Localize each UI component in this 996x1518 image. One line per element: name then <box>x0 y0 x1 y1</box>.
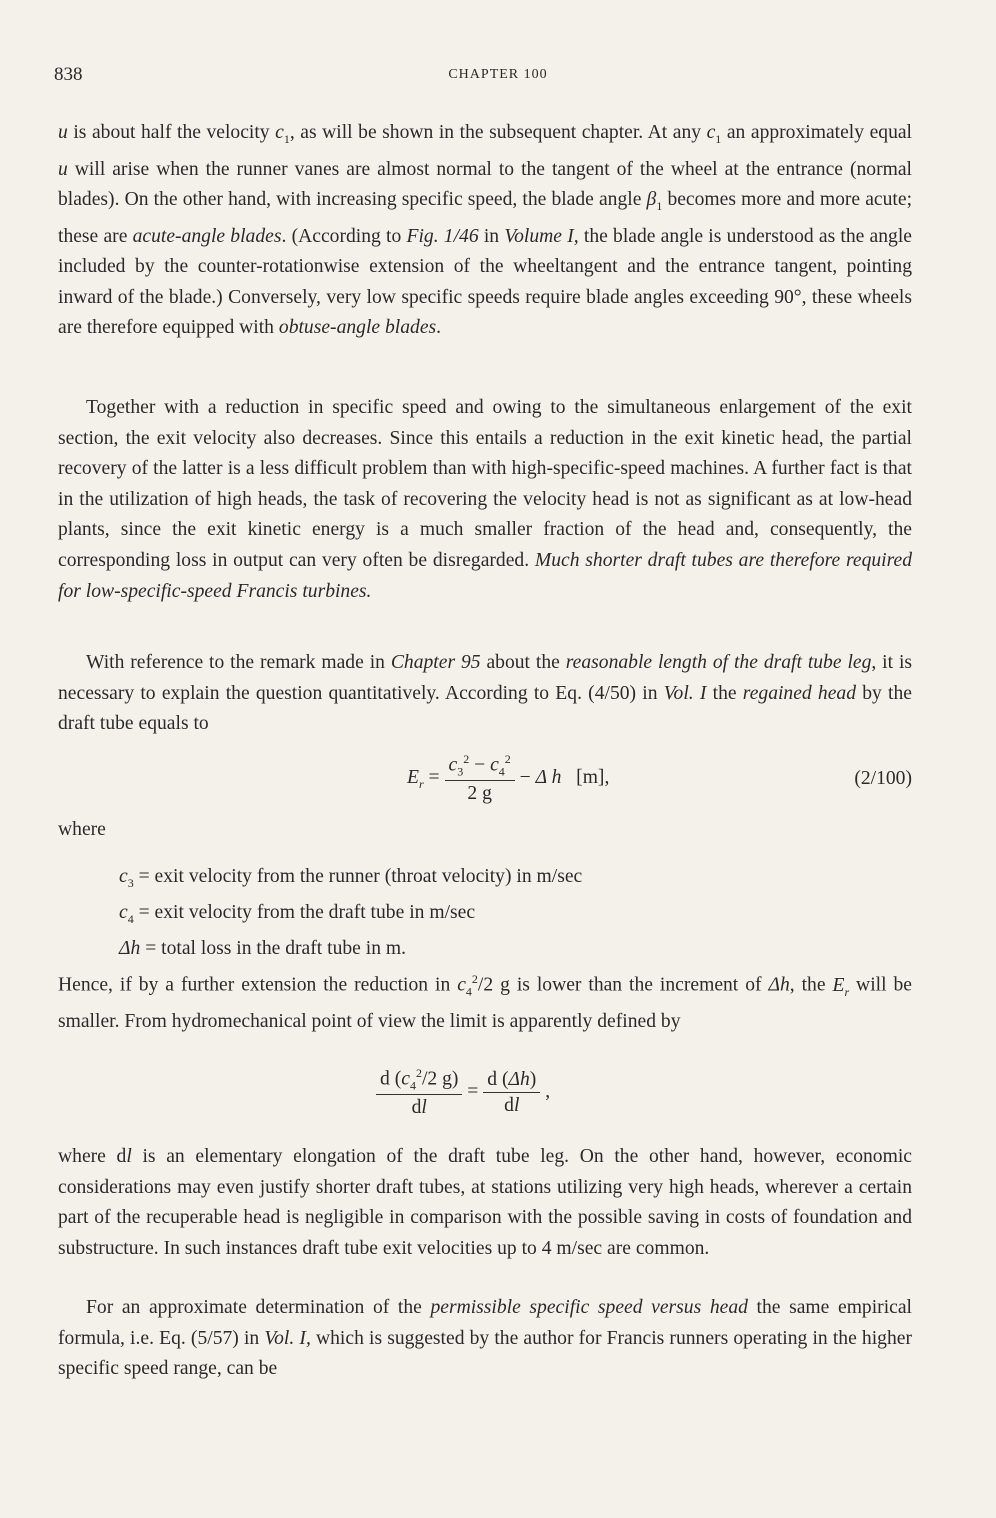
paragraph-4: Hence, if by a further extension the reduction in $c_4^2/2$ g is lower than the increment of Δh, the $E_r$ will be smaller. From hydromechanical point of view the limit is apparently defined by <box>58 972 912 1033</box>
equation-number: (2/100) <box>854 768 912 789</box>
variable-definitions <box>119 862 582 963</box>
paragraph-6: For an approximate determination of the permissible specific speed versus head the same empirical formula, i.e. Eq. (5/57) in Vol. I, which is suggested by the author for Francis runners operating in the higher specific speed range, can be <box>58 1297 912 1380</box>
running-head: CHAPTER 100 <box>448 67 548 82</box>
definition-delta-h: Δh = total loss in the draft tube in m. <box>119 937 407 959</box>
page-number: 838 <box>54 64 83 85</box>
where-label: where <box>58 819 106 840</box>
equation-2-100: $E_r$ = $\frac{c_3^2 - c_4^2}{2 g}$ − Δ h [m], (2/100) <box>407 752 912 805</box>
definition-c3: $c_3$ = exit velocity from the runner (throat velocity) in m/sec <box>119 866 583 890</box>
paragraph-1: u is about half the velocity $c_1$, as will be shown in the subsequent chapter. At any $c_1$ an approximately equal u will arise when the runner vanes are almost normal to the tangent of the wheel at the entrance (normal blades). On the other hand, with increasing specific speed, the blade angle $\beta_1$ becomes more and more acute; these are acute-angle blades. (According to Fig. 1/46 in Volume I, the blade angle is understood as the angle included by the counter-rotationwise extension of the wheeltangent and the entrance tangent, pointing inward of the blade.) Conversely, very low specific speeds require blade angles exceeding 90°, these wheels are therefore equipped with obtuse-angle blades. <box>58 122 913 339</box>
page-header <box>0 64 996 94</box>
paragraph-5: where dl is an elementary elongation of the draft tube leg. On the other hand, however, economic considerations may even justify shorter draft tubes, at stations utilizing very high heads, wherever a certain part of the recuperable head is negligible in comparison with the possible saving in costs of foundation and substructure. In such instances draft tube exit velocities up to 4 m/sec are common. <box>58 1146 912 1259</box>
equation-limit: $\frac{d (c_4^2/2 g)}{dl}$ = $\frac{d (\Delta h)}{dl}$ , <box>0 1066 996 1136</box>
paragraph-3: With reference to the remark made in Chapter 95 about the reasonable length of the draft tube leg, it is necessary to explain the question quantitatively. According to Eq. (4/50) in Vol. I the regained head by the draft tube equals to <box>58 652 913 735</box>
equation-unit: [m], <box>576 767 610 789</box>
paragraph-2: Together with a reduction in specific speed and owing to the simultaneous enlargement of the exit section, the exit velocity also decreases. Since this entails a reduction in the exit kinetic head, the partial recovery of the latter is a less difficult problem than with high-specific-speed machines. A further fact is that in the utilization of high heads, the task of recovering the velocity head is not as significant as at low-head plants, since the exit kinetic energy is a much smaller fraction of the head and, consequently, the corresponding loss in output can very often be disregarded. Much shorter draft tubes are therefore required for low-specific-speed Francis turbines. <box>58 397 913 602</box>
definition-c4: $c_4$ = exit velocity from the draft tube in m/sec <box>119 901 476 926</box>
